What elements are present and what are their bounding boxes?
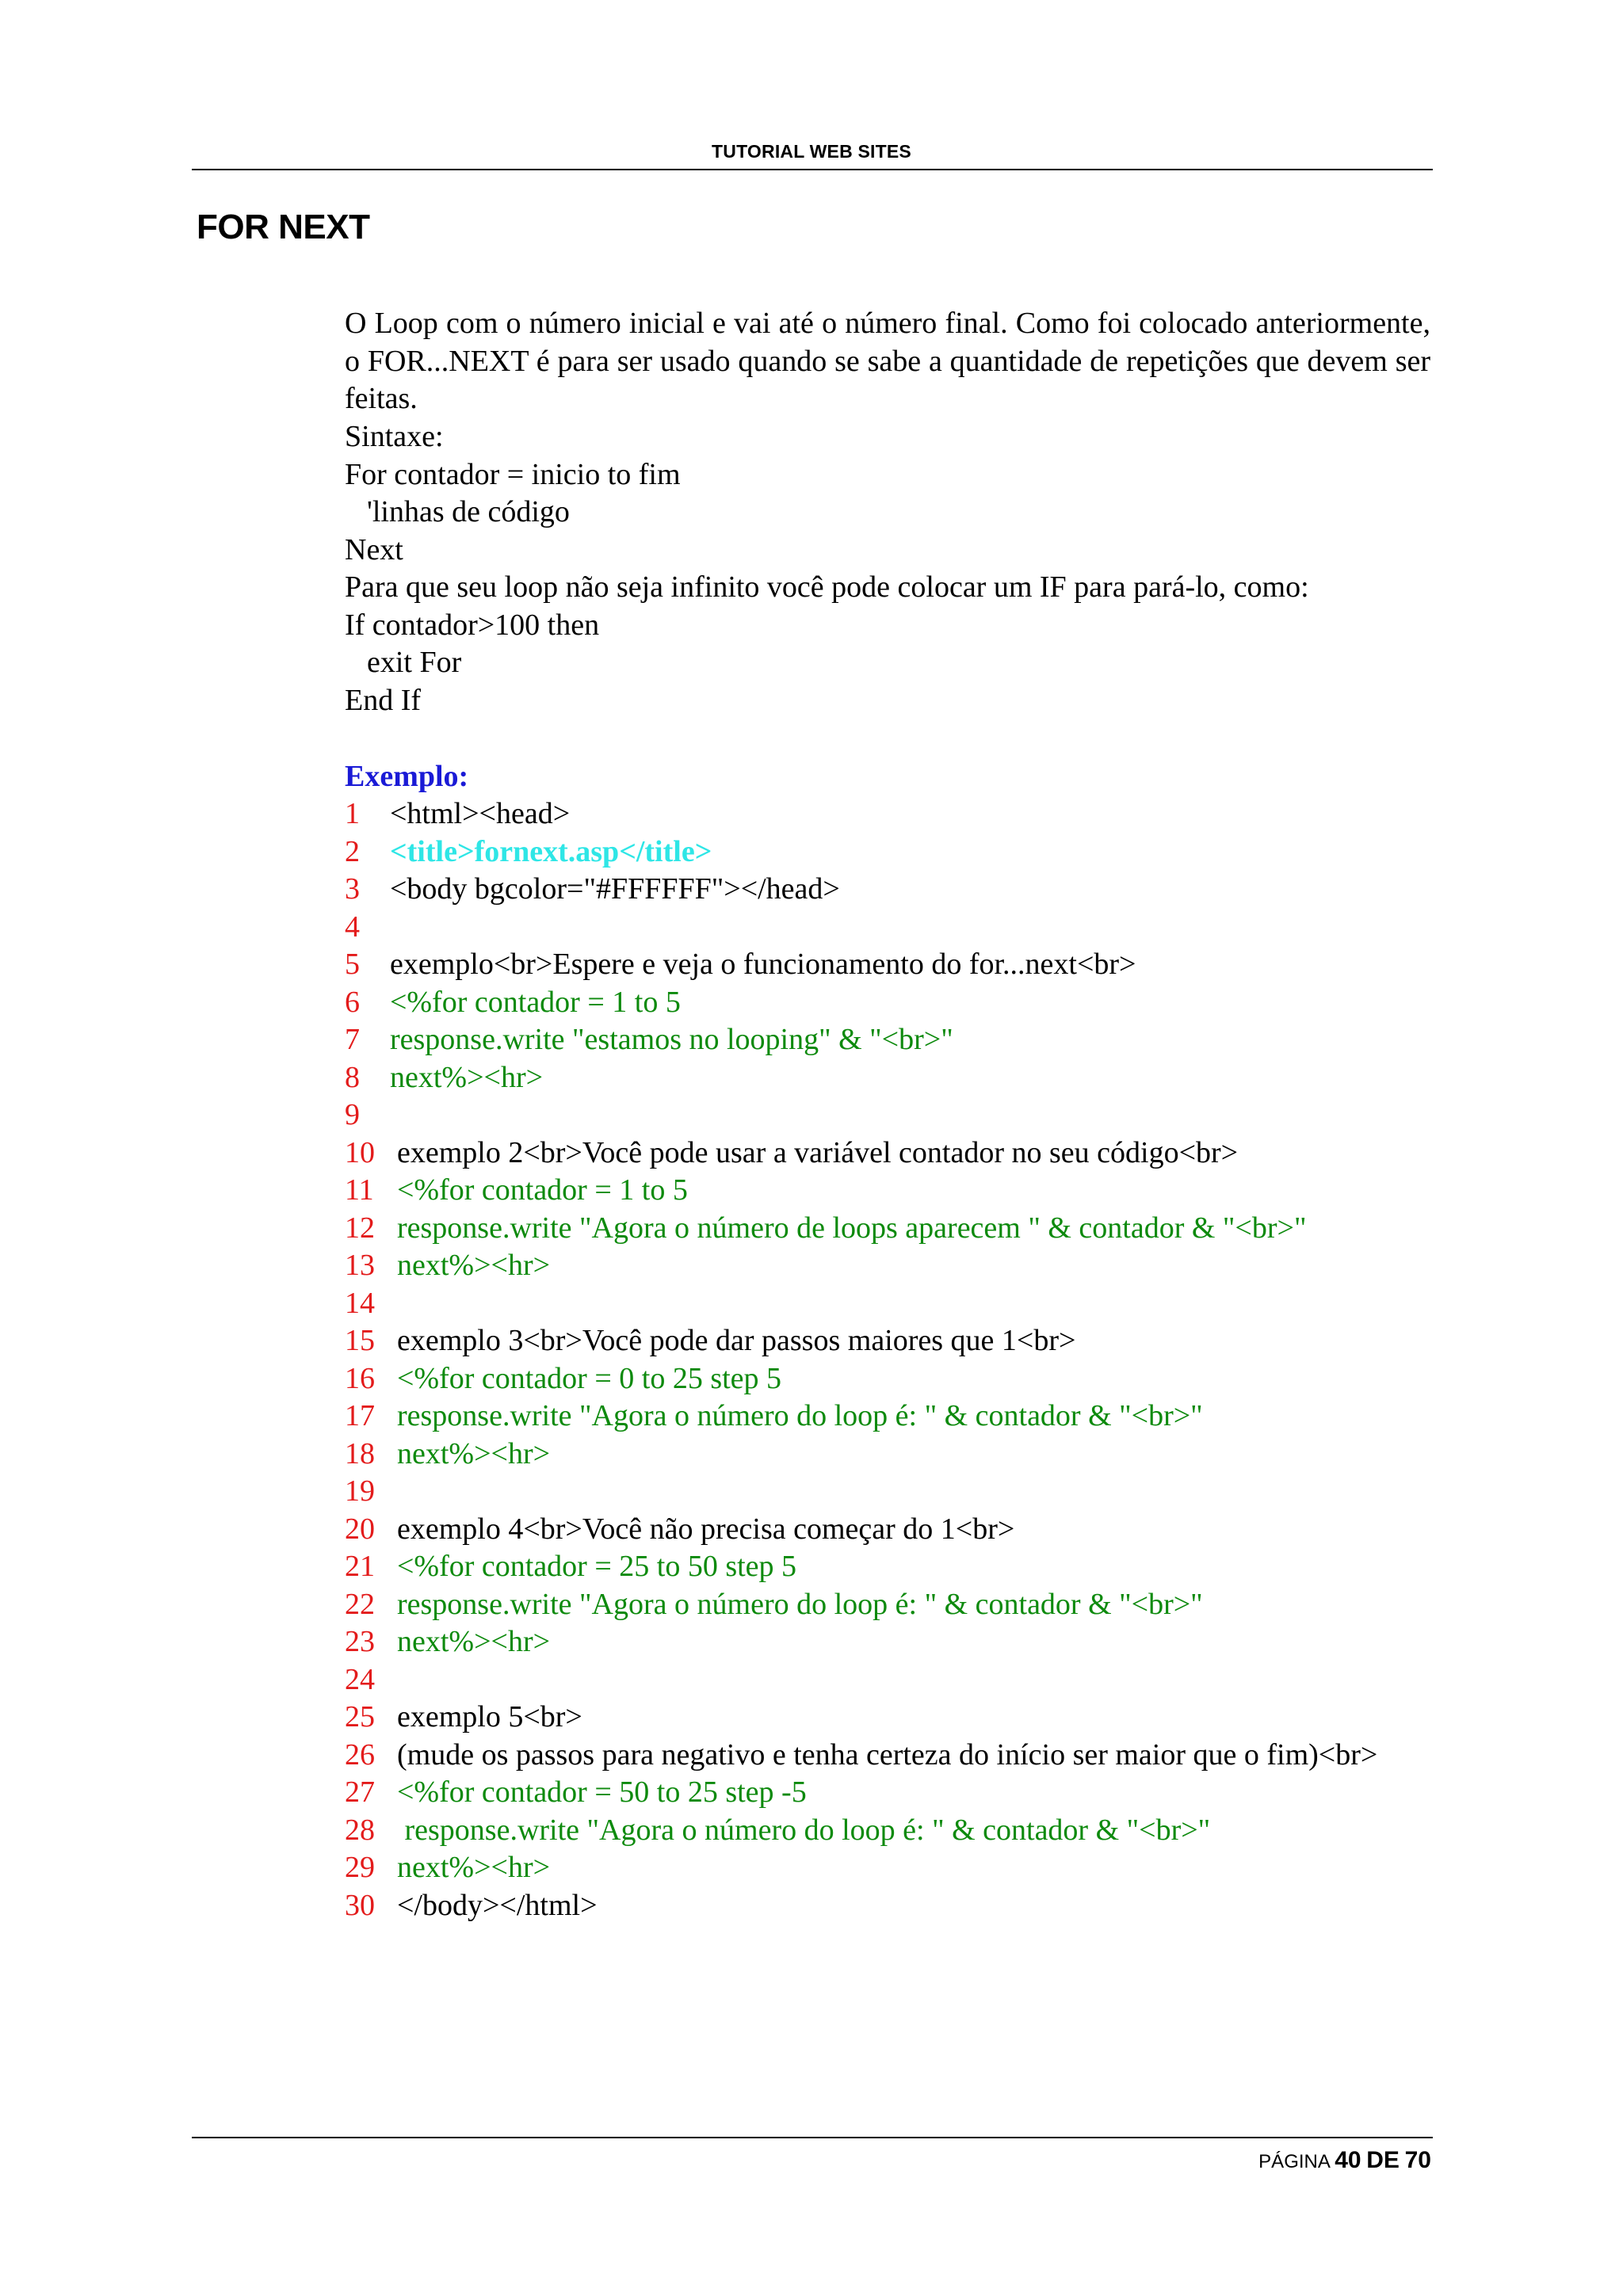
code-line-number: 11 [345,1173,374,1207]
code-line-number: 28 [345,1813,375,1847]
code-line-text: next%><hr> [390,1060,544,1094]
code-line [345,1210,1306,1248]
code-line [345,1135,1238,1173]
code-line-number: 7 [345,1023,360,1056]
code-line-text: exemplo 3<br>Você pode dar passos maiores que 1<br> [397,1324,1076,1357]
code-line [345,1097,390,1135]
code-line-text: response.write "Agora o número de loops aparecem " & contador & "<br>" [397,1211,1307,1245]
code-line-text: (mude os passos para negativo e tenha certeza do início ser maior que o fim)<br> [397,1737,1378,1772]
code-line [345,1849,550,1887]
code-line-text: <%for contador = 25 to 50 step 5 [397,1550,797,1583]
code-line-number: 17 [345,1399,375,1432]
code-line-number: 14 [345,1286,375,1320]
code-line-number: 21 [345,1550,375,1583]
code-line [345,1661,397,1699]
code-line-number: 19 [345,1474,375,1508]
header-rule [192,169,1433,170]
code-line-number: 12 [345,1211,375,1245]
intro-paragraph: O Loop com o número inicial e vai até o número final. Como foi colocado anteriormente, o FOR...NEXT é para ser usado quando se sabe a quantidade de repetições que devem ser feitas. [345,307,1430,415]
code-line [345,1247,550,1285]
code-line [345,1021,953,1059]
code-line-number: 3 [345,872,360,906]
code-line-number: 23 [345,1625,375,1658]
code-line-text: <title>fornext.asp</title> [390,834,712,868]
page-footer [1258,2147,1431,2174]
footer-page-number: 40 [1335,2147,1361,2173]
code-line-text: exemplo 4<br>Você não precisa começar do 1<br> [397,1512,1015,1546]
code-line-text: <%for contador = 50 to 25 step -5 [397,1775,807,1809]
intro-line: If contador>100 then [345,608,600,642]
code-line-number: 30 [345,1888,375,1922]
code-line-number: 27 [345,1775,375,1809]
code-line [345,1172,688,1210]
code-line-text: <html><head> [390,797,571,830]
code-line-number: 6 [345,985,360,1019]
intro-line: exit For [367,646,462,679]
intro-line: Sintaxe: [345,420,444,453]
footer-rule [192,2137,1433,2138]
code-line-number: 16 [345,1361,375,1395]
code-line [345,909,390,947]
code-line-number: 5 [345,948,360,981]
footer-page-total: 70 [1404,2147,1431,2173]
code-line [345,1059,543,1097]
code-line-number: 8 [345,1060,360,1094]
code-line-number: 15 [345,1324,375,1357]
code-line-number: 1 [345,797,360,830]
code-line-text: <%for contador = 1 to 5 [390,985,681,1019]
code-line-text: <%for contador = 0 to 25 step 5 [397,1361,782,1395]
code-line [345,1436,550,1474]
intro-line: Para que seu loop não seja infinito você pode colocar um IF para pará-lo, como: [345,570,1309,604]
code-line [345,1623,550,1661]
code-line [345,1586,1203,1624]
code-line-number: 26 [345,1737,375,1772]
code-line [345,1360,781,1398]
footer-of-label: DE [1366,2147,1400,2173]
code-line [345,1887,598,1925]
intro-line: Next [345,532,403,566]
code-line [345,1322,1075,1360]
intro-line: For contador = inicio to fim [345,457,681,491]
code-line-number: 29 [345,1851,375,1884]
code-line-text: <body bgcolor="#FFFFFF"></head> [390,872,840,906]
code-line-text: </body></html> [397,1888,598,1922]
code-line [345,984,681,1022]
code-line-text: <%for contador = 1 to 5 [397,1173,688,1207]
code-line-number: 24 [345,1662,375,1696]
code-line-text: response.write "Agora o número do loop é: " & contador & "<br>" [397,1813,1211,1847]
code-line [345,1285,397,1323]
code-line [345,946,1136,984]
code-line-number: 20 [345,1512,375,1546]
intro-line: End If [345,683,422,717]
code-line-number: 13 [345,1249,375,1282]
code-line [345,1511,1014,1549]
code-line [345,1473,397,1511]
code-line-number: 18 [345,1436,375,1470]
code-line [345,833,712,871]
code-line-number: 10 [345,1135,375,1169]
code-line [345,1774,807,1812]
code-line-number: 9 [345,1098,360,1131]
code-line-text: next%><hr> [397,1436,551,1470]
code-line-text: exemplo<br>Espere e veja o funcionamento do for...next<br> [390,948,1136,981]
code-line-text: response.write "Agora o número do loop é: " & contador & "<br>" [397,1587,1203,1621]
intro-line: 'linhas de código [367,495,570,528]
footer-page-label: PÁGINA [1258,2151,1330,2172]
code-line [345,1548,796,1586]
code-line [345,1812,1210,1850]
code-line-text: next%><hr> [397,1249,551,1282]
example-label: Exemplo: [345,760,469,793]
code-line [345,1737,1377,1775]
code-line-text: exemplo 2<br>Você pode usar a variável contador no seu código<br> [397,1135,1239,1169]
code-line-number: 25 [345,1700,375,1733]
code-line [345,871,840,909]
code-line-number: 4 [345,910,360,944]
code-line-text: response.write "Agora o número do loop é: " & contador & "<br>" [397,1399,1203,1432]
document-header-title: TUTORIAL WEB SITES [712,141,911,162]
code-line-number: 22 [345,1587,375,1621]
code-line [345,1699,582,1737]
code-line-number: 2 [345,834,360,868]
code-line [345,1398,1203,1436]
code-line-text: response.write "estamos no looping" & "<br>" [390,1023,953,1056]
code-line [345,795,570,833]
section-title: FOR NEXT [197,208,370,246]
code-line-text: next%><hr> [397,1851,551,1884]
code-line-text: next%><hr> [397,1625,551,1658]
code-line-text: exemplo 5<br> [397,1700,582,1733]
